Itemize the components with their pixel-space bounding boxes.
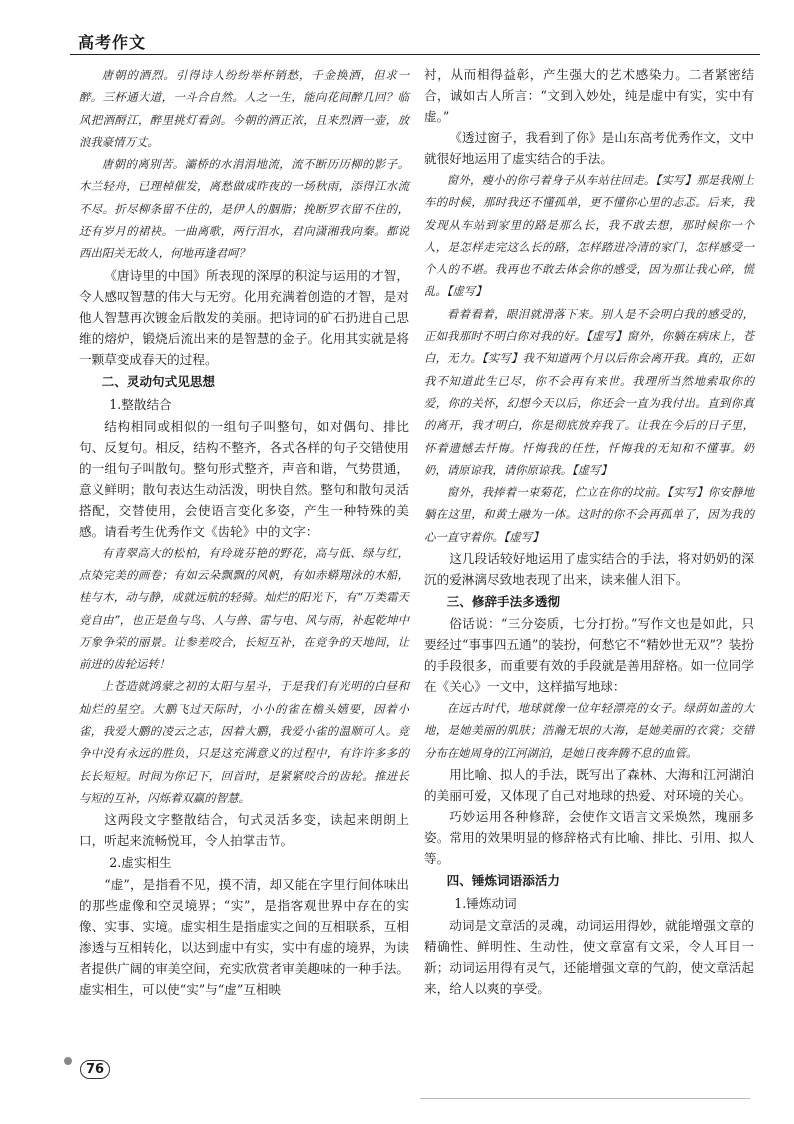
quoted-excerpt: 在远古时代，地球就像一位年轻漂亮的女子。绿荫如盖的大地，是她美丽的肌肤；浩瀚无垠的大海，是她美丽的衣裳；交错分布在她周身的江河湖泊，是她日夜奔腾不息的血管。 (424, 701, 754, 760)
header-rule (70, 54, 760, 55)
header-title: 高考作文 (78, 33, 147, 52)
section-heading: 四、锤炼词语添活力 (446, 872, 561, 888)
paragraph: 这几段话较好地运用了虚实结合的手法，将对奶奶的深沉的爱淋漓尽致地表现了出来，读来催人泪下。 (424, 551, 754, 588)
section-heading: 二、灵动句式见思想 (101, 373, 216, 389)
subsection-heading: 1.整散结合 (109, 396, 172, 412)
quoted-excerpt: 唐朝的酒烈。引得诗人纷纷举杯销愁，千金换酒，但求一醉。三杯通大道，一斗合自然。人之一生，能向花间醉几回？临风把酒酹江，醉里挑灯看剑。今朝的酒正浓，且来烈酒一壶，放浪我豪情万丈。 (79, 68, 409, 149)
paragraph: 这两段文字整散结合，句式灵活多变，读起来朗朗上口，听起来流畅悦耳，令人拍掌击节。 (79, 812, 409, 849)
quoted-excerpt: 有青翠高大的松柏，有玲珑芬艳的野花，高与低、绿与红，点染完美的画卷；有如云朵飘飘的风帆，有如赤蟒翔泳的木船，桂与木，动与静，成就远航的轻骑。灿烂的阳光下，有“万类霜天竞自由”，也正是鱼与鸟、人与兽、雷与电、风与雨，补起乾坤中万象争荣的丽景。让参差咬合，长短互补，在竞争的天地间，让前进的齿轮运转！ (79, 545, 409, 672)
quoted-excerpt: 窗外，我捧着一束菊花，伫立在你的坟前。【实写】你安静地躺在这里，和黄土融为一体。这时的你不会再孤单了，因为我的心一直守着你。【虚写】 (424, 485, 754, 544)
right-column (424, 64, 754, 999)
page-number: 76 (80, 1060, 110, 1079)
paragraph: 用比喻、拟人的手法，既写出了森林、大海和江河湖泊的美丽可爱，又体现了自己对地球的热爱、对环境的关心。 (424, 766, 754, 803)
quoted-excerpt: 唐朝的离别苦。灞桥的水涓涓地流，流不断历历柳的影子。木兰轻舟，已理棹催发，离愁做成昨夜的一场秋雨，添得江水流不尽。折尽柳条留不住的，是伊人的胭脂；挽断罗衣留不住的，还有岁月的裙袂。一曲离歌，两行泪水，君向潇湘我向秦。都说西出阳关无故人，何地再逢君呵？ (79, 157, 409, 261)
paragraph: 《唐诗里的中国》所表现的深厚的积淀与运用的才智，令人感叹智慧的伟大与无穷。化用充满着创造的才智，是对他人智慧再次镀金后散发的美丽。把诗词的矿石扔进自己思维的熔炉，锻烧后流出来的是智慧的金子。化用其实就是将一颗草变成春天的过程。 (79, 267, 409, 367)
paragraph: 巧妙运用各种修辞，会使作文语言文采焕然，瑰丽多姿。常用的效果明显的修辞格式有比喻、排比、引用、拟人等。 (424, 808, 754, 866)
paragraph: 《透过窗子，我看到了你》是山东高考优秀作文，文中就很好地运用了虚实结合的手法。 (424, 130, 754, 166)
paragraph: 俗话说：“三分姿质，七分打扮。”写作文也是如此，只要经过“事事四五通”的装扮，何愁它不“精妙世无双”？装扮的手段很多，而重要有效的手段就是善用辞格。如一位同学在《关心》一文中，这样描写地球： (424, 616, 754, 695)
paragraph: “虚”，是指看不见，摸不清，却又能在字里行间体味出的那些虚像和空灵境界；“实”，是指客观世界中存在的实像、实事、实境。虚实相生是指虚实之间的互相联系，互相渗透与互相转化，以达到虚中有实，实中有虚的境界，为读者提供广阔的审美空间，充实欣赏者审美趣味的一种手法。虚实相生，可以使“实”与“虚”互相映 (79, 877, 409, 998)
quoted-excerpt: 上苍造就鸿蒙之初的太阳与星斗，于是我们有光明的白昼和灿烂的星空。大鹏飞过天际时，小小的雀在檐头嬉要，因着小雀，我爱大鹏的凌云之志，因着大鹏，我爱小雀的温顺可人。竞争中没有永远的胜负，只是这充满意义的过程中，有许许多多的长长短短。时间为你记下，回首时，是紧紧咬合的齿轮。推进长与短的互补，闪烁着双赢的智慧。 (79, 679, 409, 805)
paragraph: 动词是文章活的灵魂，动词运用得妙，就能增强文章的精确性、鲜明性、生动性，使文章富有文采，令人耳目一新；动词运用得有灵气，还能增强文章的气韵，使文章活起来，给人以爽的享受。 (424, 917, 754, 996)
footer-rule (420, 1098, 750, 1099)
section-heading: 三、修辞手法多透彻 (446, 594, 561, 610)
paragraph-continued: 衬，从而相得益彰，产生强大的艺术感染力。二者紧密结合，诚如古人所言：“文到入妙处，纯是虚中有实，实中有虚。” (424, 67, 754, 124)
quoted-excerpt: 窗外，瘦小的你弓着身子从车站往回走。【实写】那是我刚上车的时候，那时我还不懂孤单，更不懂你心里的忐忑。后来，我发现从车站到家里的路是那么长，我不敢去想，那时候你一个人，是怎样走完这么长的路，怎样踏进冷清的家门，怎样感受一个人的不堪。我再也不敢去体会你的感受，因为那让我心碎，慌乱。【虚写】 (424, 173, 754, 299)
subsection-heading: 1.锤炼动词 (454, 895, 517, 911)
left-column (79, 64, 409, 1000)
paragraph: 结构相同或相似的一组句子叫整句，如对偶句、排比句、反复句。相反，结构不整齐，各式各样的句子交错使用的一组句子叫散句。整句形式整齐，声音和谐，气势贯通，意义鲜明；散句表达生动活泼，明快自然。整句和散句灵活搭配，交替使用，会使语言变化多姿，产生一种特殊的美感。请看考生优秀作文《齿轮》中的文字： (79, 418, 409, 539)
page-dot-icon (64, 1057, 72, 1065)
subsection-heading: 2.虚实相生 (109, 855, 172, 871)
quoted-excerpt: 看着看着，眼泪就滑落下来。别人是不会明白我的感受的，正如我那时不明白你对我的好。【虚写】窗外，你躺在病床上，苍白，无力。【实写】我不知道两个月以后你会离开我。真的，正如我不知道此生已尽，你不会再有来世。我理所当然地索取你的爱，你的关怀，幻想今天以后，你还会一直为我付出。直到你真的离开，我才明白，你是彻底放弃我了。让我在今后的日子里，怀着遗憾去忏悔。忏悔我的任性，忏悔我的无知和不懂事。奶奶，请原谅我，请你原谅我。【虚写】 (424, 306, 754, 477)
